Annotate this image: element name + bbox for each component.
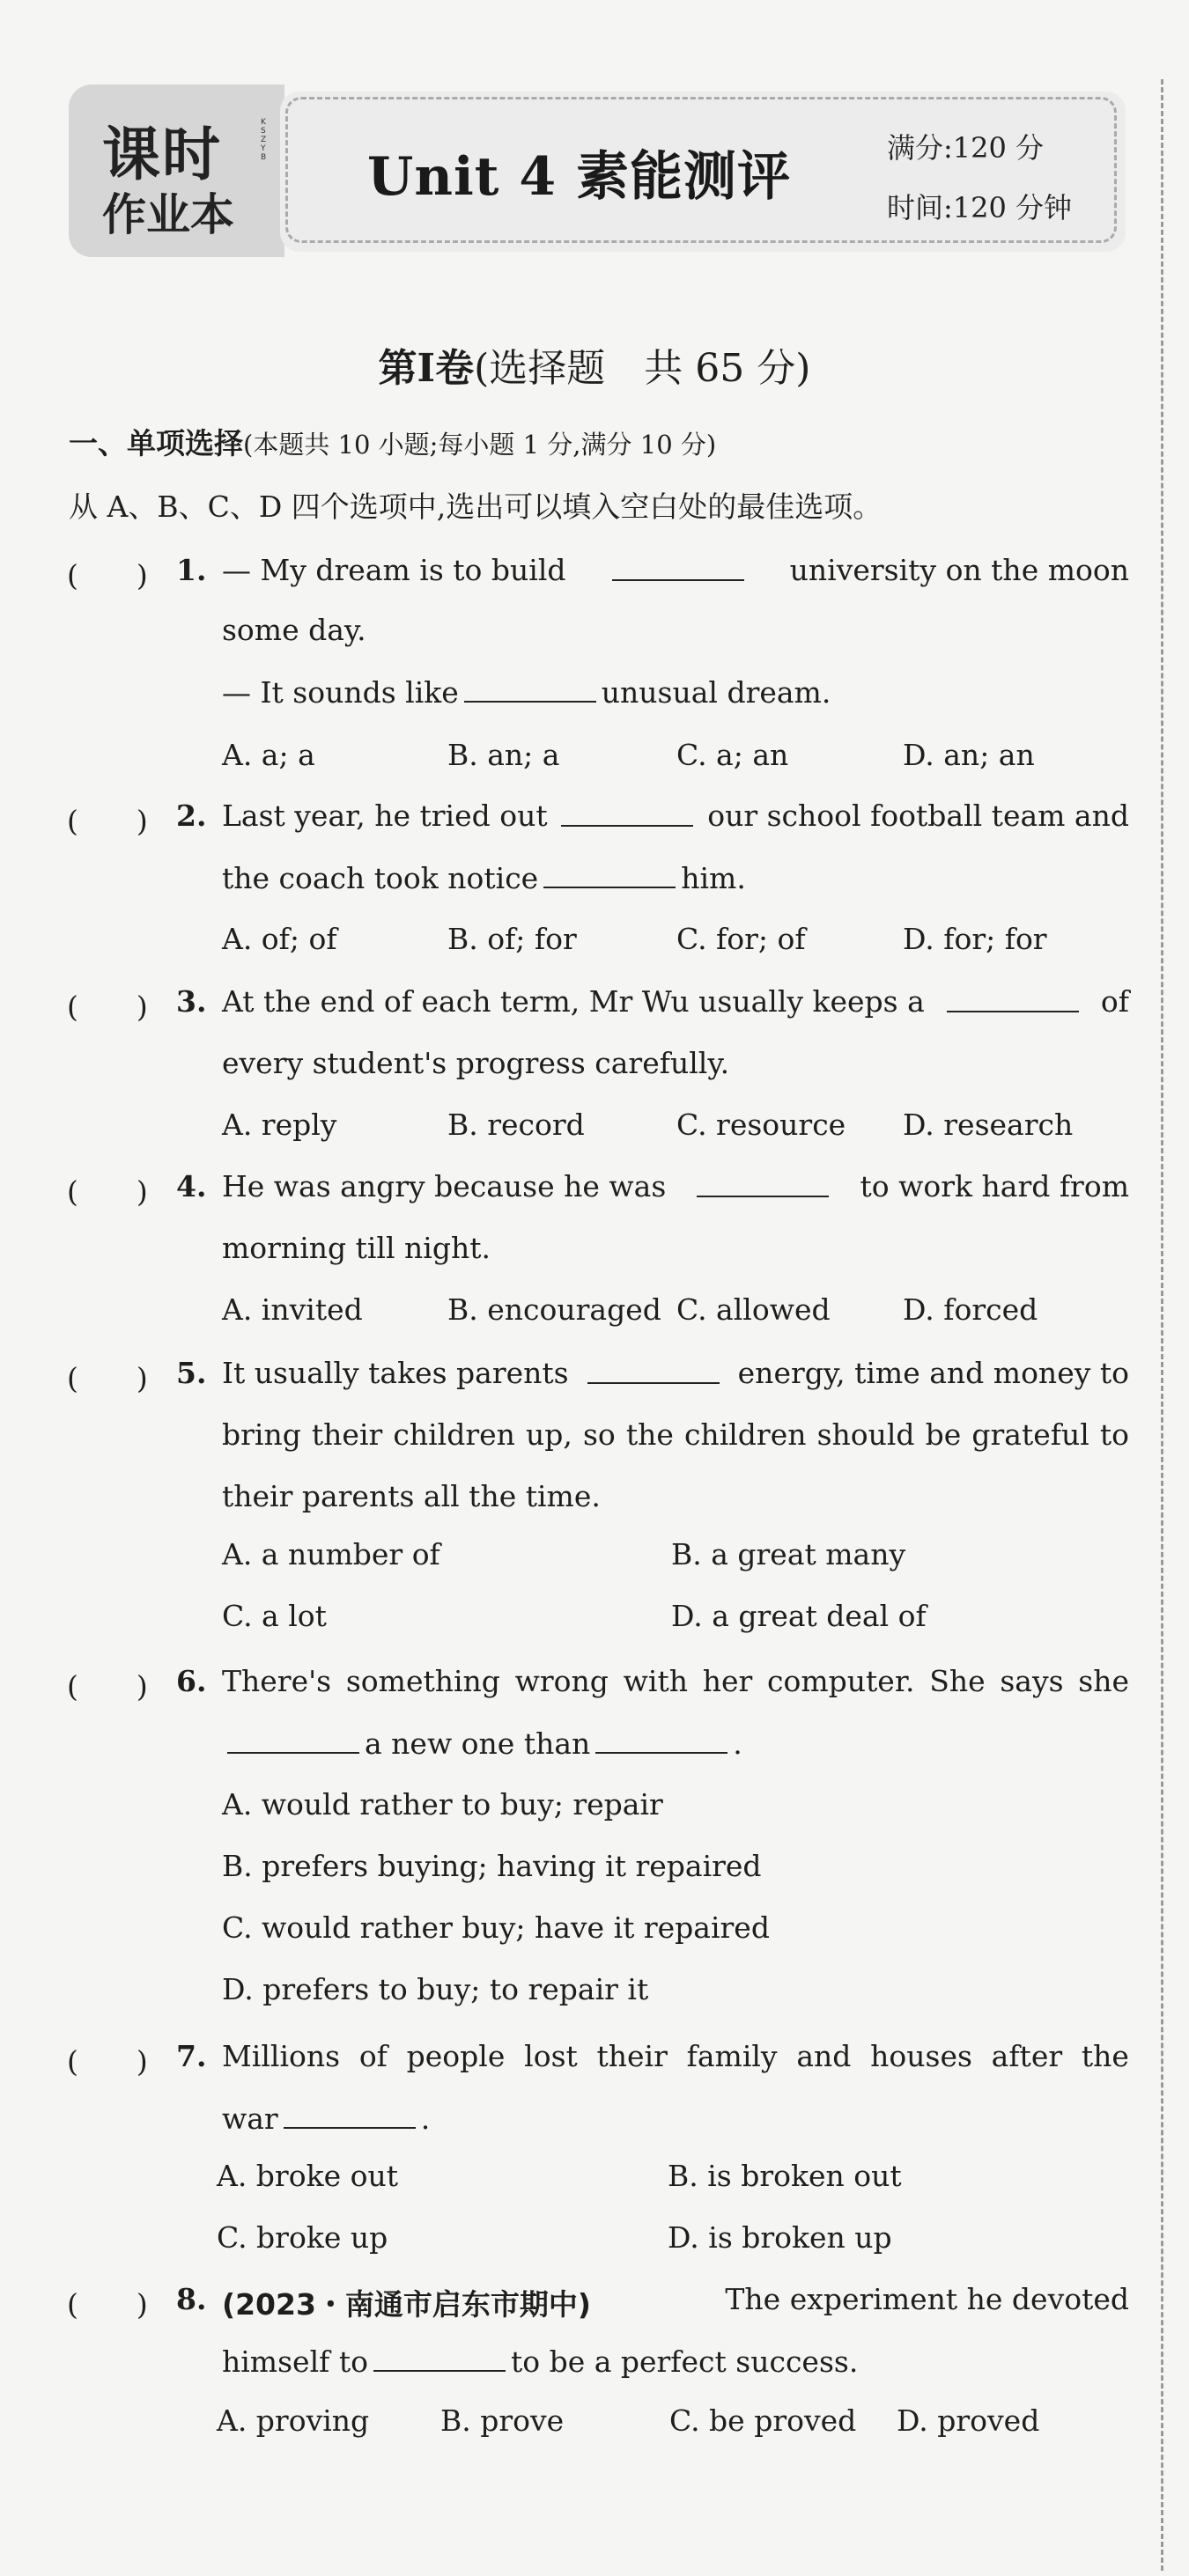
question-text-line xyxy=(222,1046,1129,1080)
question-text-line xyxy=(222,799,1129,833)
question-text: university on the moon xyxy=(789,553,1129,587)
option-a[interactable]: A. broke out xyxy=(217,2159,398,2193)
word: be xyxy=(925,1417,962,1452)
question-text-line xyxy=(222,2101,1129,2136)
question-text: of xyxy=(1100,984,1129,1019)
answer-blank[interactable] xyxy=(595,1726,727,1754)
badge-line-2: 作业本 xyxy=(102,189,234,240)
badge-line-1: 课时 xyxy=(102,121,222,188)
option-b[interactable]: B. is broken out xyxy=(668,2159,902,2193)
instruction: 从 A、B、C、D 四个选项中,选出可以填入空白处的最佳选项。 xyxy=(69,489,883,524)
question-text-line xyxy=(222,984,1129,1019)
question-text-line xyxy=(222,1356,1129,1390)
answer-bracket[interactable]: ( ) xyxy=(67,1669,148,1704)
word: something xyxy=(345,1664,500,1698)
answer-bracket[interactable]: ( ) xyxy=(67,2044,148,2079)
question-text: unusual dream. xyxy=(601,675,831,710)
question-number: 2. xyxy=(176,799,207,833)
option-b[interactable]: B. prefers buying; having it repaired xyxy=(222,1849,762,1883)
answer-bracket[interactable]: ( ) xyxy=(67,2287,148,2322)
word: so xyxy=(582,1417,616,1452)
option-a[interactable]: A. invited xyxy=(222,1292,363,1327)
word: she xyxy=(1078,1664,1129,1698)
word: lost xyxy=(524,2039,578,2073)
answer-blank[interactable] xyxy=(697,1169,829,1197)
word: to xyxy=(1099,1417,1129,1452)
answer-blank[interactable] xyxy=(373,2344,506,2372)
word: There's xyxy=(222,1664,332,1698)
word: bring xyxy=(222,1417,301,1452)
option-b[interactable]: B. prove xyxy=(440,2403,565,2438)
badge-sub-text: KSZYB xyxy=(261,118,267,162)
word: the xyxy=(625,1417,674,1452)
question-text: The experiment he devoted xyxy=(725,2282,1129,2316)
option-a[interactable]: A. of; of xyxy=(222,922,337,956)
word: She xyxy=(929,1664,986,1698)
word: up, xyxy=(525,1417,572,1452)
title-panel xyxy=(280,92,1126,252)
answer-blank[interactable] xyxy=(587,1356,720,1384)
word: should xyxy=(816,1417,915,1452)
question-text: war xyxy=(222,2101,278,2136)
question-text: He was angry because he was xyxy=(222,1169,667,1203)
question-text: every student's progress carefully. xyxy=(222,1046,730,1080)
time-limit: 时间:120 分钟 xyxy=(887,191,1073,224)
question-text-line xyxy=(222,553,1129,587)
option-b[interactable]: B. record xyxy=(447,1108,585,1142)
question-text-line xyxy=(222,860,1129,895)
question-number: 6. xyxy=(176,1664,207,1698)
answer-bracket[interactable]: ( ) xyxy=(67,1174,148,1209)
option-a[interactable]: A. a; a xyxy=(222,738,315,772)
option-c[interactable]: C. resource xyxy=(676,1108,846,1142)
question-text: . xyxy=(733,1726,742,1761)
option-d[interactable]: D. for; for xyxy=(903,922,1047,956)
question-text-line xyxy=(222,1417,1129,1452)
page-edge-dashed-line xyxy=(1161,79,1163,2571)
question-text: It usually takes parents xyxy=(222,1356,569,1390)
option-b[interactable]: B. a great many xyxy=(671,1537,906,1571)
question-text-line xyxy=(222,613,1129,647)
question-text: — It sounds like xyxy=(222,675,459,710)
word: computer. xyxy=(767,1664,915,1698)
option-d[interactable]: D. research xyxy=(903,1108,1074,1142)
question-source: (2023・南通市启东市期中) xyxy=(222,2287,592,2322)
option-c[interactable]: C. be proved xyxy=(669,2403,857,2438)
word: children xyxy=(393,1417,515,1452)
word: with xyxy=(623,1664,688,1698)
homework-badge xyxy=(69,85,284,257)
answer-blank[interactable] xyxy=(561,799,693,827)
question-text: our school football team and xyxy=(707,799,1129,833)
word: people xyxy=(406,2039,506,2073)
question-text: At the end of each term, Mr Wu usually keeps a xyxy=(222,984,925,1019)
word: grateful xyxy=(971,1417,1089,1452)
option-d[interactable]: D. an; an xyxy=(903,738,1035,772)
question-text: himself to xyxy=(222,2344,368,2379)
question-text: energy, time and money to xyxy=(737,1356,1129,1390)
option-a[interactable]: A. proving xyxy=(217,2403,370,2438)
word: family xyxy=(686,2039,778,2073)
option-d[interactable]: D. prefers to buy; to repair it xyxy=(222,1972,649,2006)
question-text: . xyxy=(420,2101,431,2136)
option-c[interactable]: C. a lot xyxy=(222,1599,327,1633)
option-c[interactable]: C. allowed xyxy=(676,1292,831,1327)
answer-blank[interactable] xyxy=(612,553,744,581)
answer-bracket[interactable]: ( ) xyxy=(67,1361,148,1395)
option-d[interactable]: D. is broken up xyxy=(668,2220,892,2255)
option-c[interactable]: C. broke up xyxy=(217,2220,388,2255)
option-d[interactable]: D. a great deal of xyxy=(671,1599,927,1633)
question-number: 4. xyxy=(176,1169,207,1203)
title-box xyxy=(285,97,1117,243)
word: of xyxy=(358,2039,388,2073)
part-title-main: 一、单项选择 xyxy=(69,426,243,460)
question-text: a new one than xyxy=(365,1726,591,1761)
option-c[interactable]: C. a; an xyxy=(676,738,789,772)
answer-blank[interactable] xyxy=(284,2101,416,2129)
question-number: 8. xyxy=(176,2282,207,2316)
question-text: — My dream is to build xyxy=(222,553,566,587)
word: after xyxy=(991,2039,1063,2073)
part-note: (本题共 10 小题;每小题 1 分,满分 10 分) xyxy=(243,430,717,460)
question-text-line xyxy=(222,1231,1129,1265)
option-b[interactable]: B. an; a xyxy=(447,738,560,772)
answer-blank[interactable] xyxy=(464,674,596,703)
answer-blank[interactable] xyxy=(543,860,676,888)
full-score: 满分:120 分 xyxy=(887,131,1045,165)
question-text-line xyxy=(222,2282,1129,2323)
section-title xyxy=(0,336,1189,393)
option-c[interactable]: C. would rather buy; have it repaired xyxy=(222,1910,770,1945)
section-subtitle: (选择题 共 65 分) xyxy=(474,346,811,391)
part-title xyxy=(69,421,716,462)
question-text-line xyxy=(222,2344,1129,2379)
option-d[interactable]: D. proved xyxy=(897,2403,1040,2438)
question-text: Last year, he tried out xyxy=(222,799,548,833)
question-text: some day. xyxy=(222,613,366,647)
word: says xyxy=(1000,1664,1064,1698)
word: houses xyxy=(870,2039,972,2073)
question-text-line xyxy=(222,1726,1129,1761)
answer-bracket[interactable]: ( ) xyxy=(67,990,148,1024)
question-text-line xyxy=(222,2039,1129,2073)
word: Millions xyxy=(222,2039,341,2073)
question-text-line xyxy=(222,1169,1129,1203)
question-text-line xyxy=(222,674,1129,710)
option-a[interactable]: A. reply xyxy=(222,1108,337,1142)
question-text: morning till night. xyxy=(222,1231,491,1265)
question-text: the coach took notice xyxy=(222,861,539,895)
option-b[interactable]: B. encouraged xyxy=(447,1292,661,1327)
option-b[interactable]: B. of; for xyxy=(447,922,577,956)
option-c[interactable]: C. for; of xyxy=(676,922,806,956)
answer-blank[interactable] xyxy=(227,1726,359,1754)
answer-bracket[interactable]: ( ) xyxy=(67,804,148,838)
unit-title: Unit 4 素能测评 xyxy=(367,146,791,208)
word: their xyxy=(596,2039,668,2073)
question-number: 7. xyxy=(176,2039,207,2073)
word: wrong xyxy=(514,1664,609,1698)
question-number: 1. xyxy=(176,553,207,587)
question-text: to work hard from xyxy=(860,1169,1129,1203)
answer-blank[interactable] xyxy=(947,984,1079,1012)
word: the xyxy=(1081,2039,1129,2073)
option-d[interactable]: D. forced xyxy=(903,1292,1038,1327)
word: and xyxy=(796,2039,852,2073)
question-number: 3. xyxy=(176,984,207,1019)
word: their xyxy=(311,1417,383,1452)
option-a[interactable]: A. would rather to buy; repair xyxy=(222,1787,663,1822)
question-number: 5. xyxy=(176,1356,207,1390)
question-text: their parents all the time. xyxy=(222,1479,601,1513)
question-text-line xyxy=(222,1479,1129,1513)
answer-bracket[interactable]: ( ) xyxy=(67,558,148,592)
section-title-main: 第Ⅰ卷 xyxy=(378,346,475,391)
question-text-line xyxy=(222,1664,1129,1698)
question-text: to be a perfect success. xyxy=(510,2344,859,2379)
option-a[interactable]: A. a number of xyxy=(222,1537,440,1571)
question-text: him. xyxy=(681,861,746,895)
word: her xyxy=(702,1664,753,1698)
word: children xyxy=(683,1417,807,1452)
